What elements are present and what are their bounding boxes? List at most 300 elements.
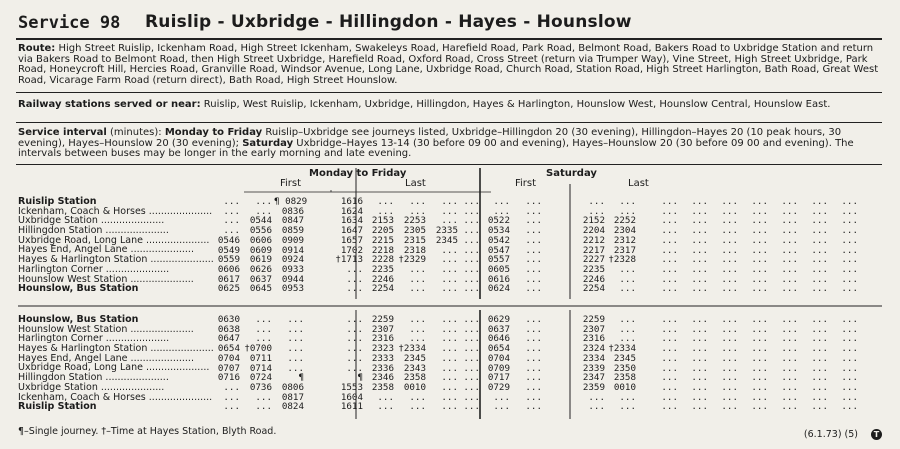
time-cell: ... bbox=[255, 391, 272, 403]
time-cell: 0709 bbox=[487, 362, 510, 374]
time-cell: 2153 bbox=[371, 215, 394, 227]
time-cell: ... bbox=[463, 254, 480, 266]
time-cell: 0924 bbox=[281, 254, 304, 266]
time-cell: ... bbox=[441, 196, 458, 207]
time-cell: ... bbox=[441, 244, 458, 256]
time-cell: ... bbox=[525, 244, 542, 256]
time-cell: ... bbox=[841, 381, 858, 393]
time-cell: ... bbox=[811, 343, 828, 355]
time-cell: 2315 bbox=[403, 234, 426, 246]
time-cell: ... bbox=[409, 263, 426, 275]
time-cell: 0542 bbox=[487, 234, 510, 246]
time-cell: ... bbox=[493, 391, 510, 403]
time-cell: ... bbox=[346, 362, 363, 374]
time-cell: 0629 bbox=[487, 314, 510, 325]
time-cell: ... bbox=[751, 391, 768, 403]
stop-name: Hayes & Harlington Station ..................... bbox=[18, 254, 214, 266]
time-cell: ... bbox=[619, 323, 636, 335]
time-cell: 0546 bbox=[217, 234, 240, 246]
time-cell: ... bbox=[493, 401, 510, 413]
stop-name: Uxbridge Station ..................... bbox=[18, 215, 165, 227]
time-cell: ... bbox=[525, 283, 542, 295]
time-cell: ... bbox=[409, 196, 426, 207]
time-cell: ... bbox=[463, 343, 480, 355]
time-cell: ... bbox=[441, 362, 458, 374]
divider bbox=[16, 92, 882, 93]
time-cell: ... bbox=[721, 323, 738, 335]
time-cell: ... bbox=[841, 362, 858, 374]
time-cell: ... bbox=[287, 314, 304, 325]
time-cell: ... bbox=[463, 273, 480, 285]
time-cell: 2307 bbox=[582, 323, 605, 335]
time-cell: 2359 bbox=[582, 381, 605, 393]
time-cell: ... bbox=[409, 273, 426, 285]
time-cell: ... bbox=[721, 273, 738, 285]
mf-last-label: Last bbox=[405, 178, 426, 189]
time-cell: ... bbox=[441, 401, 458, 413]
time-cell: ... bbox=[661, 381, 678, 393]
time-cell: ... bbox=[463, 263, 480, 275]
time-cell: ... bbox=[811, 244, 828, 256]
time-cell: ... bbox=[661, 273, 678, 285]
time-cell: ... bbox=[841, 225, 858, 237]
time-cell: ... bbox=[346, 314, 363, 325]
time-cell: ... bbox=[409, 323, 426, 335]
time-cell: ... bbox=[781, 244, 798, 256]
time-cell: ... bbox=[721, 196, 738, 207]
time-cell: 2345 bbox=[435, 234, 458, 246]
time-cell: ... bbox=[811, 314, 828, 325]
time-cell: ... bbox=[661, 263, 678, 275]
time-cell: ¶ bbox=[298, 372, 304, 384]
time-cell: ... bbox=[691, 254, 708, 266]
time-cell: 0616 bbox=[487, 273, 510, 285]
time-cell: ... bbox=[661, 205, 678, 217]
time-cell: ... bbox=[751, 362, 768, 374]
service-number: Service 98 bbox=[18, 13, 121, 33]
time-cell: ... bbox=[661, 215, 678, 227]
time-cell: ... bbox=[691, 244, 708, 256]
service-interval bbox=[18, 128, 882, 160]
time-cell: ... bbox=[463, 225, 480, 237]
time-cell: ... bbox=[721, 314, 738, 325]
time-cell: ... bbox=[691, 273, 708, 285]
time-cell: ... bbox=[441, 391, 458, 403]
time-cell: 0724 bbox=[249, 372, 272, 384]
time-cell: ... bbox=[811, 205, 828, 217]
time-cell: 0944 bbox=[281, 273, 304, 285]
time-cell: †2328 bbox=[608, 254, 636, 266]
time-cell: 1634 bbox=[340, 215, 363, 227]
stop-name: Harlington Corner ..................... bbox=[18, 263, 170, 275]
route-description bbox=[18, 44, 882, 86]
time-cell: ... bbox=[781, 263, 798, 275]
stop-name: Ruislip Station bbox=[18, 401, 97, 413]
time-cell: ... bbox=[751, 263, 768, 275]
time-cell: ... bbox=[463, 401, 480, 413]
sat-label: Saturday bbox=[242, 137, 294, 149]
time-cell: ... bbox=[691, 381, 708, 393]
time-cell: 1611 bbox=[340, 401, 363, 413]
time-cell: ... bbox=[841, 314, 858, 325]
time-cell: ... bbox=[751, 205, 768, 217]
time-cell: ... bbox=[463, 333, 480, 345]
time-cell: ... bbox=[841, 401, 858, 413]
time-cell: ... bbox=[811, 333, 828, 345]
time-cell: ... bbox=[751, 273, 768, 285]
time-cell: ... bbox=[811, 401, 828, 413]
time-cell: ... bbox=[811, 391, 828, 403]
time-cell: ... bbox=[811, 283, 828, 295]
time-cell: 2345 bbox=[613, 352, 636, 364]
time-cell: ... bbox=[781, 314, 798, 325]
time-cell: ... bbox=[377, 401, 394, 413]
stop-name: Hayes End, Angel Lane ..................... bbox=[18, 352, 194, 364]
time-cell: ... bbox=[811, 323, 828, 335]
time-cell: 0606 bbox=[249, 234, 272, 246]
time-cell: ... bbox=[619, 196, 636, 207]
time-cell: 0716 bbox=[217, 372, 240, 384]
time-cell: 0637 bbox=[487, 323, 510, 335]
time-cell: ... bbox=[781, 323, 798, 335]
time-cell: 2316 bbox=[371, 333, 394, 345]
time-cell: ... bbox=[661, 283, 678, 295]
time-cell: ... bbox=[781, 333, 798, 345]
time-cell: †2334 bbox=[398, 343, 426, 355]
time-cell: ... bbox=[223, 196, 240, 207]
time-cell: ... bbox=[661, 225, 678, 237]
time-cell: ... bbox=[346, 323, 363, 335]
time-cell: 0704 bbox=[217, 352, 240, 364]
interval-note: The intervals between buses may be longer in the early morning and late evening. bbox=[18, 137, 854, 160]
time-cell: 0717 bbox=[487, 372, 510, 384]
time-cell: ... bbox=[223, 401, 240, 413]
time-cell: ... bbox=[811, 215, 828, 227]
stop-name: Hillingdon Station ..................... bbox=[18, 372, 169, 384]
route-text: High Street Ruislip, Ickenham Road, High Street Ickenham, Swakeleys Road, Harefield Road, Park Road, Belmont Road, Bakers Road to Uxbridge Station and return via Bakers Road to Belmont Road, then High Street Uxbridge, Harefield Road, Oxford Road, Cross Street (return via Trumper Way), Vine Street, High Street Uxbridge, Park Road, Honeycroft Hill, Hercies Road, Granville Road, Windsor Avenue, Long Lane, Uxbridge Road, Church Road, Station Road, High Street Harlington, Bath Road, Great West Road, Vicarage Farm Road (return direct), Bath Road, High Street Hounslow. bbox=[18, 43, 879, 86]
time-cell: ... bbox=[841, 205, 858, 217]
time-cell: ... bbox=[463, 381, 480, 393]
time-cell: ... bbox=[841, 244, 858, 256]
time-cell: ... bbox=[841, 234, 858, 246]
time-cell: ... bbox=[691, 333, 708, 345]
time-cell: ... bbox=[781, 234, 798, 246]
time-cell: ... bbox=[841, 283, 858, 295]
time-cell: ... bbox=[525, 401, 542, 413]
time-cell: ... bbox=[841, 372, 858, 384]
time-cell: ... bbox=[223, 225, 240, 237]
stop-name: Hounslow, Bus Station bbox=[18, 314, 139, 325]
time-cell: ... bbox=[525, 196, 542, 207]
time-cell: ... bbox=[525, 225, 542, 237]
time-cell: 0646 bbox=[487, 333, 510, 345]
time-cell: ... bbox=[841, 263, 858, 275]
time-cell: ... bbox=[287, 362, 304, 374]
time-cell: 1647 bbox=[340, 225, 363, 237]
time-cell: 0609 bbox=[249, 244, 272, 256]
time-cell: 2317 bbox=[613, 244, 636, 256]
time-cell: ... bbox=[619, 273, 636, 285]
time-cell: ... bbox=[691, 372, 708, 384]
time-cell: ... bbox=[525, 273, 542, 285]
time-cell: ... bbox=[525, 323, 542, 335]
time-cell: ... bbox=[721, 343, 738, 355]
time-cell: ... bbox=[691, 343, 708, 355]
time-cell: ... bbox=[721, 391, 738, 403]
time-cell: ... bbox=[781, 352, 798, 364]
time-cell: ... bbox=[691, 352, 708, 364]
time-cell: 0637 bbox=[249, 273, 272, 285]
time-cell: 2227 bbox=[582, 254, 605, 266]
time-cell: 1604 bbox=[340, 391, 363, 403]
time-cell: ... bbox=[525, 391, 542, 403]
time-cell: ... bbox=[441, 333, 458, 345]
time-cell: ... bbox=[287, 343, 304, 355]
time-cell: 2212 bbox=[582, 234, 605, 246]
time-cell: ... bbox=[781, 401, 798, 413]
time-cell: 0617 bbox=[217, 273, 240, 285]
sat-first-label: First bbox=[515, 178, 537, 189]
timetable bbox=[18, 164, 882, 426]
time-cell: ... bbox=[721, 283, 738, 295]
time-cell: ... bbox=[691, 323, 708, 335]
time-cell: ... bbox=[377, 196, 394, 207]
time-cell: 2235 bbox=[371, 263, 394, 275]
time-cell: ¶ bbox=[357, 372, 363, 384]
time-cell: ... bbox=[463, 234, 480, 246]
stop-name: Hounslow, Bus Station bbox=[18, 283, 139, 295]
sat-heading: Saturday bbox=[546, 168, 597, 179]
time-cell: ... bbox=[811, 225, 828, 237]
time-cell: ... bbox=[441, 205, 458, 217]
time-cell: ... bbox=[691, 205, 708, 217]
time-cell: ... bbox=[691, 401, 708, 413]
time-cell: 0711 bbox=[249, 352, 272, 364]
time-cell: 1624 bbox=[340, 205, 363, 217]
time-cell: 0859 bbox=[281, 225, 304, 237]
time-cell: 2347 bbox=[582, 372, 605, 384]
time-cell: ... bbox=[721, 263, 738, 275]
time-cell: ... bbox=[781, 283, 798, 295]
time-cell: ... bbox=[441, 323, 458, 335]
time-cell: ... bbox=[463, 314, 480, 325]
time-cell: ... bbox=[661, 333, 678, 345]
time-cell: 0914 bbox=[281, 244, 304, 256]
time-cell: 0630 bbox=[217, 314, 240, 325]
time-cell: ... bbox=[409, 205, 426, 217]
time-cell: ... bbox=[841, 391, 858, 403]
time-cell: ... bbox=[811, 273, 828, 285]
time-cell: ... bbox=[441, 263, 458, 275]
time-cell: ... bbox=[751, 254, 768, 266]
time-cell: ... bbox=[441, 372, 458, 384]
time-cell: 2335 bbox=[435, 225, 458, 237]
time-cell: ... bbox=[223, 205, 240, 217]
time-cell: ... bbox=[691, 314, 708, 325]
time-cell: ... bbox=[751, 381, 768, 393]
time-cell: 0645 bbox=[249, 283, 272, 295]
time-cell: ... bbox=[588, 205, 605, 217]
time-cell: ... bbox=[691, 391, 708, 403]
time-cell: 0559 bbox=[217, 254, 240, 266]
time-cell: ... bbox=[751, 352, 768, 364]
time-cell: ... bbox=[463, 323, 480, 335]
time-cell: 0654 bbox=[487, 343, 510, 355]
time-cell: ... bbox=[811, 352, 828, 364]
time-cell: ... bbox=[661, 234, 678, 246]
time-cell: 0647 bbox=[217, 333, 240, 345]
time-cell: 2228 bbox=[371, 254, 394, 266]
stop-name: Hayes End, Angel Lane ..................... bbox=[18, 244, 194, 256]
time-cell: ... bbox=[441, 215, 458, 227]
time-cell: ... bbox=[463, 244, 480, 256]
time-cell: ... bbox=[721, 225, 738, 237]
time-cell: 2343 bbox=[403, 362, 426, 374]
time-cell: 2204 bbox=[582, 225, 605, 237]
time-cell: 0707 bbox=[217, 362, 240, 374]
railway-stations bbox=[18, 100, 882, 111]
time-cell: ... bbox=[619, 314, 636, 325]
time-cell: 2318 bbox=[403, 244, 426, 256]
time-cell: 2345 bbox=[403, 352, 426, 364]
time-cell: 2152 bbox=[582, 215, 605, 227]
time-cell: 0909 bbox=[281, 234, 304, 246]
time-cell: 2307 bbox=[371, 323, 394, 335]
time-cell: ... bbox=[525, 254, 542, 266]
time-cell: 0605 bbox=[487, 263, 510, 275]
time-cell: ... bbox=[588, 391, 605, 403]
time-cell: 1616 bbox=[340, 196, 363, 207]
time-cell: ... bbox=[619, 205, 636, 217]
time-cell: 0704 bbox=[487, 352, 510, 364]
time-cell: ... bbox=[721, 215, 738, 227]
header-divider bbox=[16, 38, 882, 40]
time-cell: ... bbox=[525, 263, 542, 275]
time-cell: 2252 bbox=[613, 215, 636, 227]
time-cell: 1553 bbox=[340, 381, 363, 393]
time-cell: ... bbox=[223, 391, 240, 403]
time-cell: ... bbox=[525, 352, 542, 364]
time-cell: ... bbox=[721, 362, 738, 374]
time-cell: ... bbox=[525, 215, 542, 227]
time-cell: 0625 bbox=[217, 283, 240, 295]
time-cell: ... bbox=[781, 196, 798, 207]
mf-heading: Monday to Friday bbox=[309, 168, 407, 179]
time-cell: ... bbox=[811, 372, 828, 384]
mf-text: Ruislip–Uxbridge see journeys listed, Uxbridge–Hillingdon 20 (30 evening), Hillingdon–Hayes 20 (10 peak hours, 30 evening), Hayes–Hounslow 20 (30 evening); bbox=[18, 127, 842, 149]
timetable-badge: T bbox=[871, 429, 882, 440]
time-cell: ... bbox=[463, 362, 480, 374]
time-cell: ... bbox=[441, 352, 458, 364]
time-cell: ... bbox=[255, 401, 272, 413]
time-cell: 0806 bbox=[281, 381, 304, 393]
time-cell: 0729 bbox=[487, 381, 510, 393]
time-cell: ... bbox=[781, 225, 798, 237]
time-cell: ... bbox=[441, 314, 458, 325]
time-cell: ... bbox=[441, 381, 458, 393]
time-cell: 2333 bbox=[371, 352, 394, 364]
time-cell: ... bbox=[525, 205, 542, 217]
time-cell: ... bbox=[811, 263, 828, 275]
time-cell: 0736 bbox=[249, 381, 272, 393]
time-cell: ... bbox=[691, 215, 708, 227]
time-cell: ... bbox=[841, 215, 858, 227]
time-cell: ... bbox=[751, 401, 768, 413]
time-cell: 2312 bbox=[613, 234, 636, 246]
time-cell: 0714 bbox=[249, 362, 272, 374]
time-cell: 2324 bbox=[582, 343, 605, 355]
time-cell: 0549 bbox=[217, 244, 240, 256]
time-cell: ... bbox=[721, 401, 738, 413]
time-cell: ... bbox=[751, 372, 768, 384]
mf-first-label: First bbox=[280, 178, 302, 189]
time-cell: 2254 bbox=[371, 283, 394, 295]
time-cell: ... bbox=[691, 234, 708, 246]
time-cell: ... bbox=[841, 343, 858, 355]
time-cell: 0836 bbox=[281, 205, 304, 217]
time-cell: 0544 bbox=[249, 215, 272, 227]
time-cell: ... bbox=[781, 343, 798, 355]
time-cell: ... bbox=[223, 381, 240, 393]
time-cell: 2215 bbox=[371, 234, 394, 246]
time-cell: ... bbox=[377, 205, 394, 217]
time-cell: ... bbox=[525, 314, 542, 325]
time-cell: ... bbox=[721, 372, 738, 384]
time-cell: ... bbox=[377, 391, 394, 403]
time-cell: 2339 bbox=[582, 362, 605, 374]
time-cell: ... bbox=[661, 352, 678, 364]
stop-name: Hayes & Harlington Station ..................... bbox=[18, 343, 214, 355]
time-cell: ... bbox=[588, 401, 605, 413]
time-cell: ... bbox=[841, 352, 858, 364]
time-cell: 0606 bbox=[217, 263, 240, 275]
time-cell: ... bbox=[811, 381, 828, 393]
time-cell: ... bbox=[811, 362, 828, 374]
time-cell: ... bbox=[781, 254, 798, 266]
edition-code: (6.1.73) (5) bbox=[803, 429, 858, 440]
time-cell: ... bbox=[619, 333, 636, 345]
time-cell: 2358 bbox=[403, 372, 426, 384]
time-cell: ... bbox=[751, 283, 768, 295]
time-cell: ... bbox=[721, 244, 738, 256]
stop-name: Harlington Corner ..................... bbox=[18, 333, 170, 345]
time-cell: ... bbox=[721, 254, 738, 266]
time-cell: ... bbox=[751, 333, 768, 345]
time-cell: ... bbox=[721, 352, 738, 364]
time-cell: ... bbox=[287, 323, 304, 335]
time-cell: ... bbox=[463, 215, 480, 227]
time-cell: 2218 bbox=[371, 244, 394, 256]
time-cell: ... bbox=[346, 333, 363, 345]
time-cell: ... bbox=[661, 314, 678, 325]
time-cell: ... bbox=[721, 333, 738, 345]
time-cell: ... bbox=[619, 283, 636, 295]
stop-name: Hillingdon Station ..................... bbox=[18, 225, 169, 237]
time-cell: 0933 bbox=[281, 263, 304, 275]
time-cell: 2259 bbox=[582, 314, 605, 325]
time-cell: ... bbox=[661, 244, 678, 256]
time-cell: ... bbox=[721, 205, 738, 217]
mf-label: Monday to Friday bbox=[164, 127, 263, 138]
stop-name: Ickenham, Coach & Horses ..................... bbox=[18, 205, 213, 217]
time-cell: ... bbox=[463, 283, 480, 295]
time-cell: 0817 bbox=[281, 391, 304, 403]
time-cell: 2358 bbox=[613, 372, 636, 384]
time-cell: ... bbox=[525, 362, 542, 374]
page-header bbox=[18, 8, 884, 38]
time-cell: ... bbox=[493, 205, 510, 217]
time-cell: ... bbox=[409, 401, 426, 413]
